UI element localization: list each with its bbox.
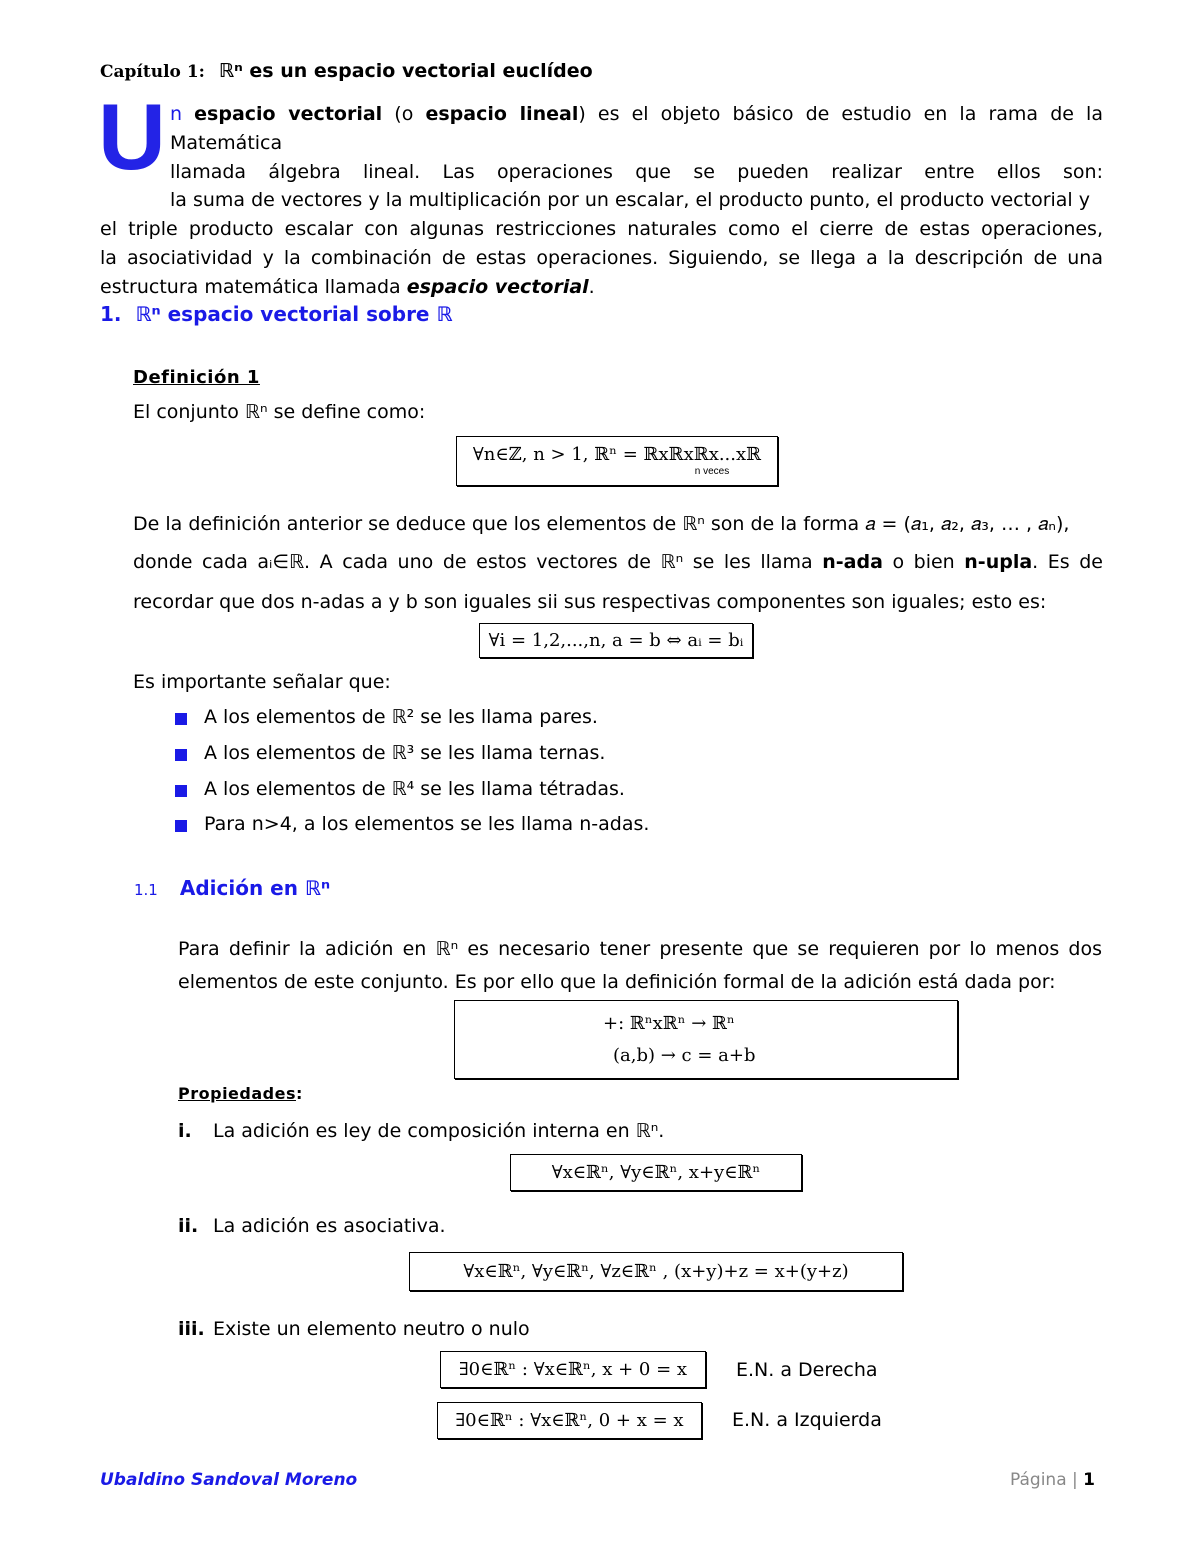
- list-item: A los elementos de ℝ⁴ se les llama tétradas.: [204, 778, 625, 800]
- deduce-line: De la definición anterior se deduce que los elementos de ℝⁿ son de la forma 𝑎 = (𝑎₁, 𝑎₂, 𝑎₃, … , 𝑎ₙ),: [133, 513, 1070, 535]
- property-formula-box: ∀x∈ℝⁿ, ∀y∈ℝⁿ, ∀z∈ℝⁿ , (x+y)+z = x+(y+z): [409, 1252, 903, 1291]
- list-item: A los elementos de ℝ³ se les llama ternas.: [204, 742, 606, 764]
- deduce-line: donde cada aᵢ∈ℝ. A cada uno de estos vectores de ℝⁿ se les llama n-ada o bien n-upla. Es de: [133, 551, 1103, 573]
- definition-text: El conjunto ℝⁿ se define como:: [133, 401, 426, 423]
- intro-paragraph: [100, 100, 1103, 302]
- intro-line: llamada álgebra lineal. Las operaciones que se pueden realizar entre ellos son:: [170, 160, 1103, 183]
- square-bullet-icon: [175, 785, 187, 797]
- property-item: ii. La adición es asociativa.: [178, 1215, 446, 1237]
- important-text: Es importante señalar que:: [133, 671, 391, 693]
- map-line: +: ℝⁿxℝⁿ → ℝⁿ: [603, 1012, 735, 1034]
- property-formula-box: ∃0∈ℝⁿ : ∀x∈ℝⁿ, 0 + x = x: [437, 1402, 702, 1439]
- definition-heading: Definición 1: [133, 367, 260, 388]
- addition-paragraph: Para definir la adición en ℝⁿ es necesario tener presente que se requieren por lo menos dos elementos de este conjunto. Es por ello que la definición formal de la adición está dada por:: [178, 938, 1102, 993]
- footer-author: Ubaldino Sandoval Moreno: [100, 1470, 358, 1490]
- intro-line: estructura matemática llamada espacio vectorial.: [100, 275, 595, 298]
- intro-line: n espacio vectorial (o espacio lineal) es el objeto básico de estudio en la rama de la Matemática: [170, 103, 1103, 154]
- square-bullet-icon: [175, 749, 187, 761]
- chapter-label: Capítulo 1:: [100, 62, 205, 82]
- property-formula-box: ∀x∈ℝⁿ, ∀y∈ℝⁿ, x+y∈ℝⁿ: [510, 1154, 802, 1191]
- intro-line: la asociatividad y la combinación de estas operaciones. Siguiendo, se llega a la descripción de una: [100, 246, 1103, 269]
- property-formula-box: ∃0∈ℝⁿ : ∀x∈ℝⁿ, x + 0 = x: [440, 1351, 706, 1388]
- list-item: Para n>4, a los elementos se les llama n-adas.: [204, 813, 650, 835]
- properties-heading: Propiedades:: [178, 1084, 303, 1103]
- intro-line: el triple producto escalar con algunas restricciones naturales como el cierre de estas operaciones,: [100, 218, 1103, 241]
- definition-formula: ∀n∈ℤ, n > 1, ℝⁿ = ℝxℝxℝx...xℝ: [472, 444, 762, 465]
- neutral-left-label: E.N. a Izquierda: [732, 1409, 882, 1431]
- neutral-right-label: E.N. a Derecha: [736, 1359, 878, 1381]
- equality-formula: ∀i = 1,2,...,n, a = b ⇔ aᵢ = bᵢ: [488, 630, 744, 651]
- footer-page: Página | 1: [1010, 1470, 1095, 1490]
- definition-formula-box: [456, 436, 778, 486]
- list-item: A los elementos de ℝ² se les llama pares.: [204, 706, 598, 728]
- square-bullet-icon: [175, 820, 187, 832]
- square-bullet-icon: [175, 713, 187, 725]
- chapter-title: ℝⁿ es un espacio vectorial euclídeo: [218, 60, 593, 82]
- subsection-heading: 1.1 Adición en ℝⁿ: [134, 876, 331, 900]
- drop-cap: U: [98, 84, 166, 189]
- formula-note: n veces: [694, 466, 730, 477]
- chapter-heading: [100, 60, 593, 82]
- property-item: i. La adición es ley de composición interna en ℝⁿ.: [178, 1120, 665, 1142]
- deduce-line: recordar que dos n-adas a y b son iguales sii sus respectivas componentes son iguales; esto es:: [133, 591, 1047, 613]
- intro-line: la suma de vectores y la multiplicación por un escalar, el producto punto, el producto vectorial y: [170, 189, 1090, 212]
- map-line: (a,b) → c = a+b: [613, 1044, 756, 1066]
- property-item: iii. Existe un elemento neutro o nulo: [178, 1318, 530, 1340]
- section-heading: 1. ℝⁿ espacio vectorial sobre ℝ: [100, 302, 453, 326]
- equality-formula-box: [479, 623, 753, 658]
- addition-map-box: [454, 1000, 958, 1079]
